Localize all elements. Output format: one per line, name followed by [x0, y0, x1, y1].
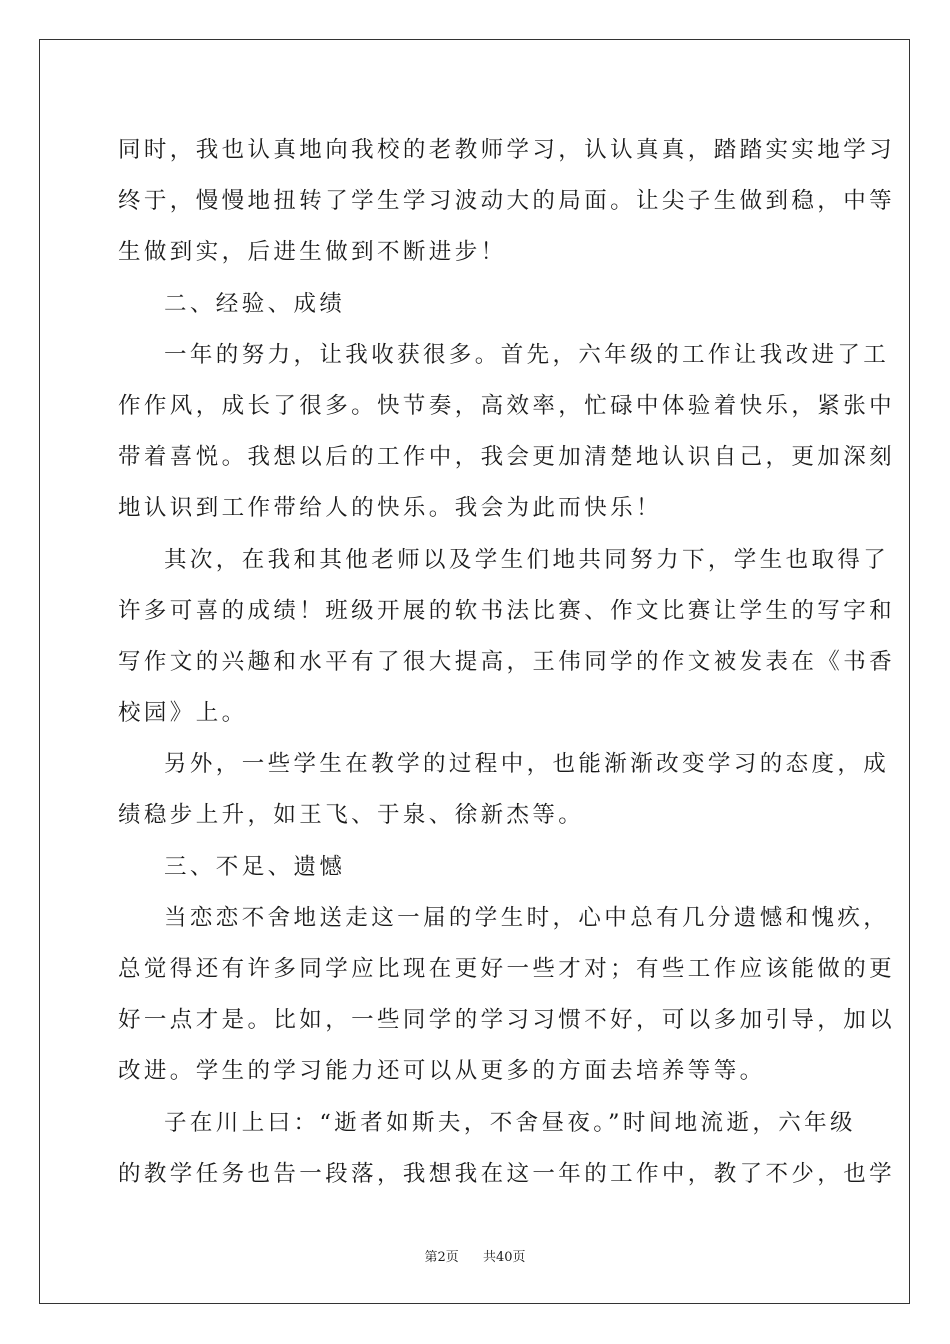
text-line: 好一点才是。比如，一些同学的学习习惯不好，可以多加引导，加以 — [118, 1007, 896, 1034]
text-line: 同时，我也认真地向我校的老教师学习，认认真真，踏踏实实地学习 — [118, 137, 896, 163]
page-total: 共40页 — [483, 1250, 526, 1265]
text-line: 写作文的兴趣和水平有了很大提高，王伟同学的作文被发表在《书香 — [118, 648, 896, 675]
text-line: 绩稳步上升，如王飞、于泉、徐新杰等。 — [118, 802, 585, 829]
section-heading: 二、经验、成绩 — [164, 290, 346, 317]
text-line: 改进。学生的学习能力还可以从更多的方面去培养等等。 — [118, 1058, 766, 1085]
document-body — [118, 130, 896, 1205]
paragraph-start: 其次，在我和其他老师以及学生们地共同努力下，学生也取得了 — [164, 546, 890, 573]
text-line: 地认识到工作带给人的快乐。我会为此而快乐！ — [118, 495, 662, 522]
text-line: 总觉得还有许多同学应比现在更好一些才对；有些工作应该能做的更 — [118, 956, 896, 982]
paragraph-start: 子在川上曰：“逝者如斯夫，不舍昼夜。”时间地流逝，六年级 — [164, 1109, 856, 1136]
page-number: 第2页 — [424, 1250, 459, 1265]
text-line: 作作风，成长了很多。快节奏，高效率，忙碌中体验着快乐，紧张中 — [118, 392, 896, 419]
text-line: 的教学任务也告一段落，我想我在这一年的工作中，教了不少，也学 — [118, 1160, 896, 1187]
paragraph-start: 当恋恋不舍地送走这一届的学生时，心中总有几分遗憾和愧疚， — [164, 904, 890, 931]
page-footer — [0, 1246, 950, 1265]
text-line: 终于，慢慢地扭转了学生学习波动大的局面。让尖子生做到稳，中等 — [118, 188, 896, 215]
text-line: 许多可喜的成绩！班级开展的软书法比赛、作文比赛让学生的写字和 — [118, 597, 896, 624]
paragraph-start: 一年的努力，让我收获很多。首先，六年级的工作让我改进了工 — [164, 341, 890, 368]
text-line: 带着喜悦。我想以后的工作中，我会更加清楚地认识自己，更加深刻 — [118, 444, 896, 471]
section-heading: 三、不足、遗憾 — [164, 853, 346, 880]
paragraph-start: 另外，一些学生在教学的过程中，也能渐渐改变学习的态度，成 — [164, 751, 890, 778]
text-line: 校园》上。 — [118, 700, 248, 727]
text-line: 生做到实，后进生做到不断进步！ — [118, 239, 507, 266]
